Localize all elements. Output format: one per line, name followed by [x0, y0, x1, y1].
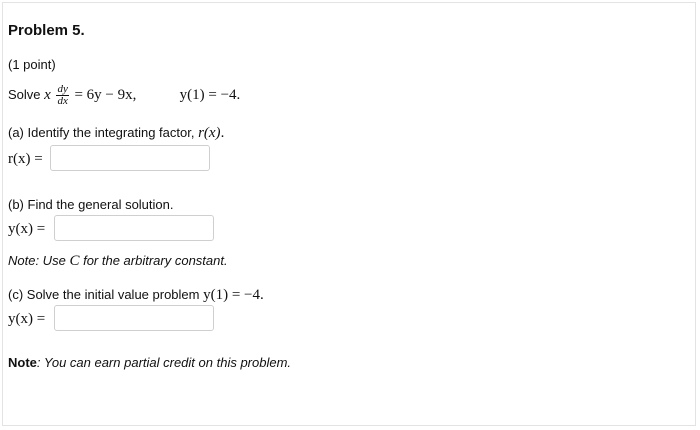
part-a-answer-label: r(x) = — [8, 151, 43, 167]
partial-credit-note — [8, 355, 291, 370]
problem-points: (1 point) — [8, 57, 56, 72]
part-a-answer-input[interactable] — [50, 145, 210, 171]
part-b-note — [8, 253, 228, 270]
part-a-question-text: (a) Identify the integrating factor, — [8, 125, 195, 140]
part-c-question-math: y(1) = −4. — [203, 287, 264, 303]
problem-title: Problem 5. — [8, 22, 85, 39]
part-a-question-end: . — [220, 125, 225, 141]
partial-credit-note-text: : You can earn partial credit on this problem. — [36, 355, 292, 370]
part-c-answer-label: y(x) = — [8, 311, 46, 327]
solve-label: Solve — [8, 86, 41, 102]
initial-condition: y(1) = −4. — [179, 86, 241, 103]
part-b-note-constant: C — [69, 253, 80, 269]
part-b-note-suffix: for the arbitrary constant. — [83, 253, 228, 268]
part-c-question — [8, 287, 264, 304]
part-a-question-math: r(x) — [198, 125, 221, 141]
part-b-question: (b) Find the general solution. — [8, 197, 174, 212]
fraction-denominator: dx — [57, 95, 68, 107]
statement-rhs: = 6y − 9x, — [74, 86, 137, 103]
problem-statement — [8, 84, 240, 107]
fraction-numerator: dy — [57, 83, 68, 95]
part-b-note-prefix: Note: Use — [8, 253, 66, 268]
part-b-answer-label: y(x) = — [8, 221, 46, 237]
part-c-answer-input[interactable] — [54, 305, 214, 331]
statement-x: x — [44, 86, 51, 103]
part-b-answer-input[interactable] — [54, 215, 214, 241]
part-a-question — [8, 125, 224, 142]
part-c-question-text: (c) Solve the initial value problem — [8, 287, 200, 302]
partial-credit-note-label: Note — [8, 355, 37, 370]
derivative-fraction — [56, 84, 68, 107]
